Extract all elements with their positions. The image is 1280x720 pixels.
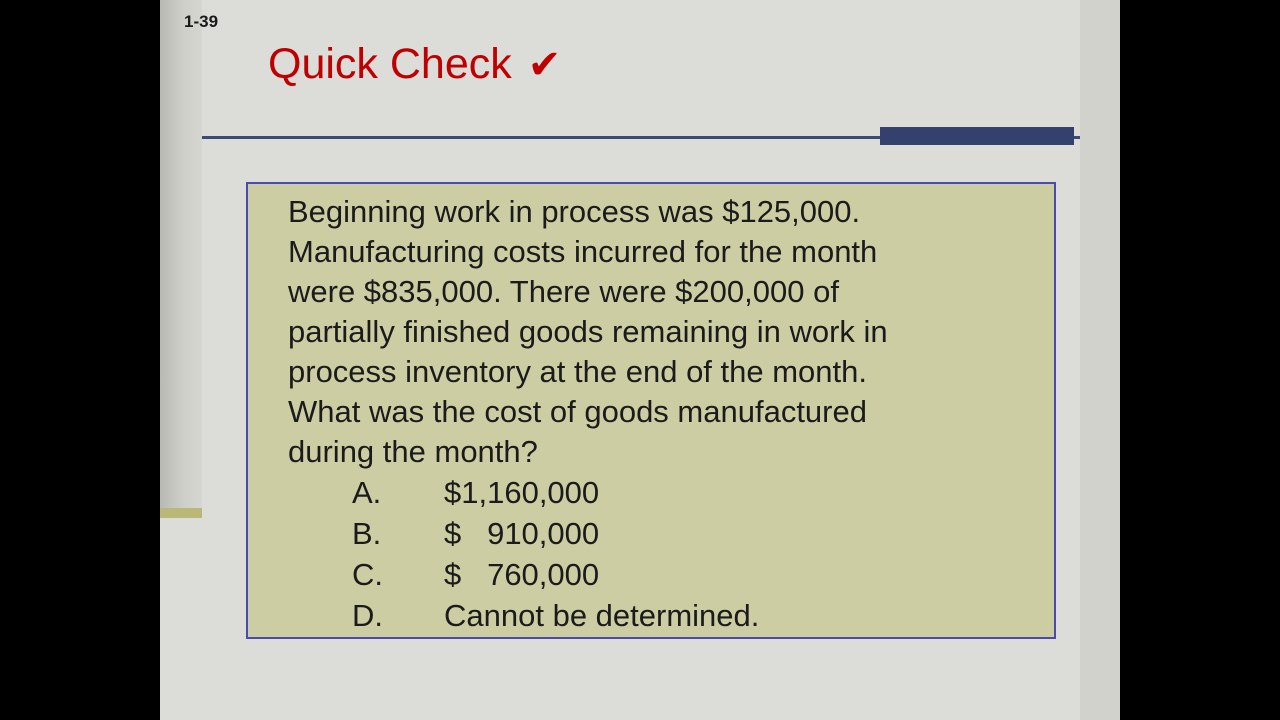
answer-choice-c[interactable] — [352, 554, 759, 595]
answer-choice-b[interactable] — [352, 513, 759, 554]
choice-letter-c: C. — [352, 557, 383, 592]
choice-letter-d: D. — [352, 598, 383, 633]
choice-text-d: Cannot be determined. — [444, 598, 760, 633]
question-line: during the month? — [288, 434, 538, 469]
choice-letter-a: A. — [352, 475, 382, 510]
page-title-text: Quick Check — [268, 40, 512, 88]
question-box — [246, 182, 1056, 639]
choice-text-c: $ 760,000 — [444, 557, 600, 592]
answer-choices — [352, 472, 759, 636]
question-line: process inventory at the end of the month. — [288, 354, 868, 389]
answer-choice-d[interactable] — [352, 595, 759, 636]
right-slide-edge — [1080, 0, 1120, 720]
slide-number: 1-39 — [184, 12, 219, 31]
check-icon: ✔ — [527, 43, 562, 87]
question-line: Manufacturing costs incurred for the month — [288, 234, 878, 269]
question-line: Beginning work in process was $125,000. — [288, 194, 861, 229]
left-band-gradient — [160, 0, 202, 516]
question-text — [288, 192, 1028, 472]
page-title — [268, 40, 561, 89]
question-line: partially finished goods remaining in work in — [288, 314, 888, 349]
question-line: were $835,000. There were $200,000 of — [288, 274, 839, 309]
choice-text-a: $1,160,000 — [444, 475, 600, 510]
left-decorative-band — [160, 0, 202, 516]
title-divider-block — [880, 127, 1074, 145]
answer-choice-a[interactable] — [352, 472, 759, 513]
choice-text-b: $ 910,000 — [444, 516, 600, 551]
choice-letter-b: B. — [352, 516, 382, 551]
left-band-accent — [160, 508, 202, 518]
question-line: What was the cost of goods manufactured — [288, 394, 867, 429]
slide-canvas — [160, 0, 1120, 720]
